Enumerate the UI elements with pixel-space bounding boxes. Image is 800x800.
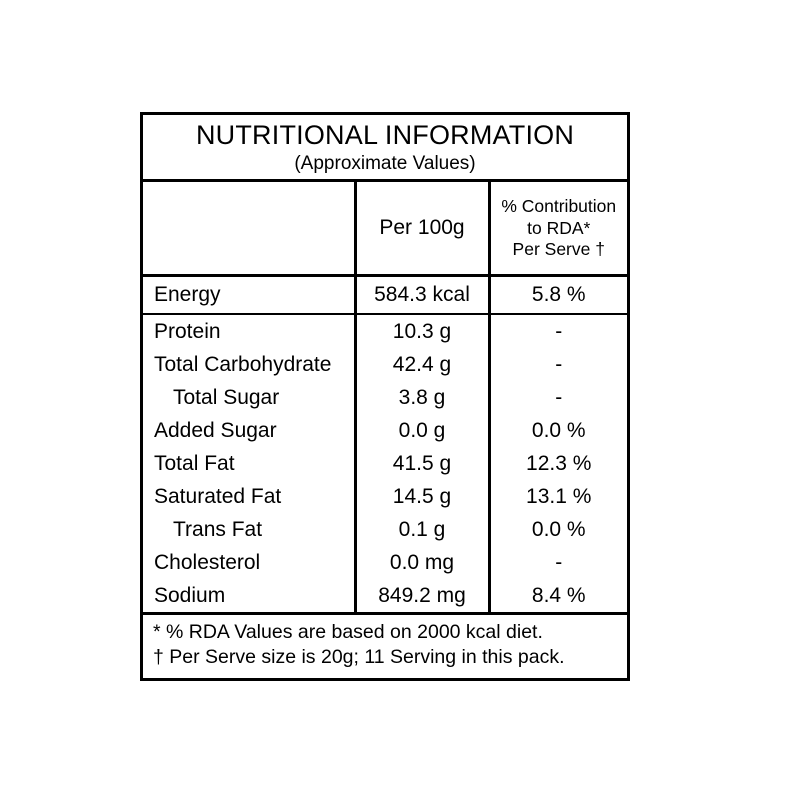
nutrient-per-100g: 0.0 mg [355,546,489,579]
footnote-serving: † Per Serve size is 20g; 11 Serving in this pack. [153,646,565,669]
nutrient-rda: 0.0 % [489,513,627,546]
nutrient-rda: 13.1 % [489,480,627,513]
nutrient-per-100g: 0.0 g [355,414,489,447]
label-title-block [143,115,627,179]
nutrient-name: Energy [154,283,221,307]
nutrient-rda: 5.8 % [489,277,627,313]
nutrient-rda: - [489,546,627,579]
table-header [143,182,627,274]
table-row [143,277,627,313]
column-header-nutrient [143,182,355,274]
nutrient-name: Sodium [154,583,226,607]
table-row [143,381,627,414]
column-header-rda [489,182,627,274]
nutrient-name: Protein [154,319,221,343]
nutrient-per-100g: 584.3 kcal [355,277,489,313]
table-row [143,513,627,546]
column-header-per-100g: Per 100g [355,182,489,274]
nutrient-per-100g: 42.4 g [355,348,489,381]
nutrition-table-body [143,315,627,612]
nutrient-per-100g: 849.2 mg [355,579,489,612]
table-header-row [143,182,627,274]
column-header-rda-line2: to RDA* [527,217,591,238]
nutrient-name: Total Carbohydrate [154,352,332,376]
nutrition-table-energy [143,277,627,313]
table-row [143,348,627,381]
table-row [143,480,627,513]
label-subtitle: (Approximate Values) [294,152,476,174]
nutrient-rda: 0.0 % [489,414,627,447]
nutrient-per-100g: 41.5 g [355,447,489,480]
column-header-rda-line3: Per Serve † [512,239,605,260]
page-title: NUTRITIONAL INFORMATION [195,120,575,150]
nutrient-name: Trans Fat [173,517,263,541]
table-row [143,447,627,480]
nutrition-facts-panel [140,112,630,681]
nutrient-name: Saturated Fat [154,484,282,508]
nutrient-per-100g: 3.8 g [355,381,489,414]
nutrient-rda: 12.3 % [489,447,627,480]
nutrient-name: Total Fat [154,451,235,475]
nutrient-rda: - [489,381,627,414]
table-row [143,315,627,348]
nutrition-table [143,182,627,274]
nutrient-rda: - [489,315,627,348]
nutrient-per-100g: 14.5 g [355,480,489,513]
nutrient-name: Total Sugar [173,385,280,409]
nutrient-rda: - [489,348,627,381]
nutrient-per-100g: 10.3 g [355,315,489,348]
table-row [143,579,627,612]
footnotes [143,615,627,678]
nutrient-name: Added Sugar [154,418,277,442]
table-row [143,414,627,447]
nutrient-rda: 8.4 % [489,579,627,612]
nutrient-per-100g: 0.1 g [355,513,489,546]
footnote-rda: * % RDA Values are based on 2000 kcal diet. [153,621,543,644]
table-row [143,546,627,579]
column-header-rda-line1: % Contribution [501,195,617,216]
nutrient-name: Cholesterol [154,550,261,574]
